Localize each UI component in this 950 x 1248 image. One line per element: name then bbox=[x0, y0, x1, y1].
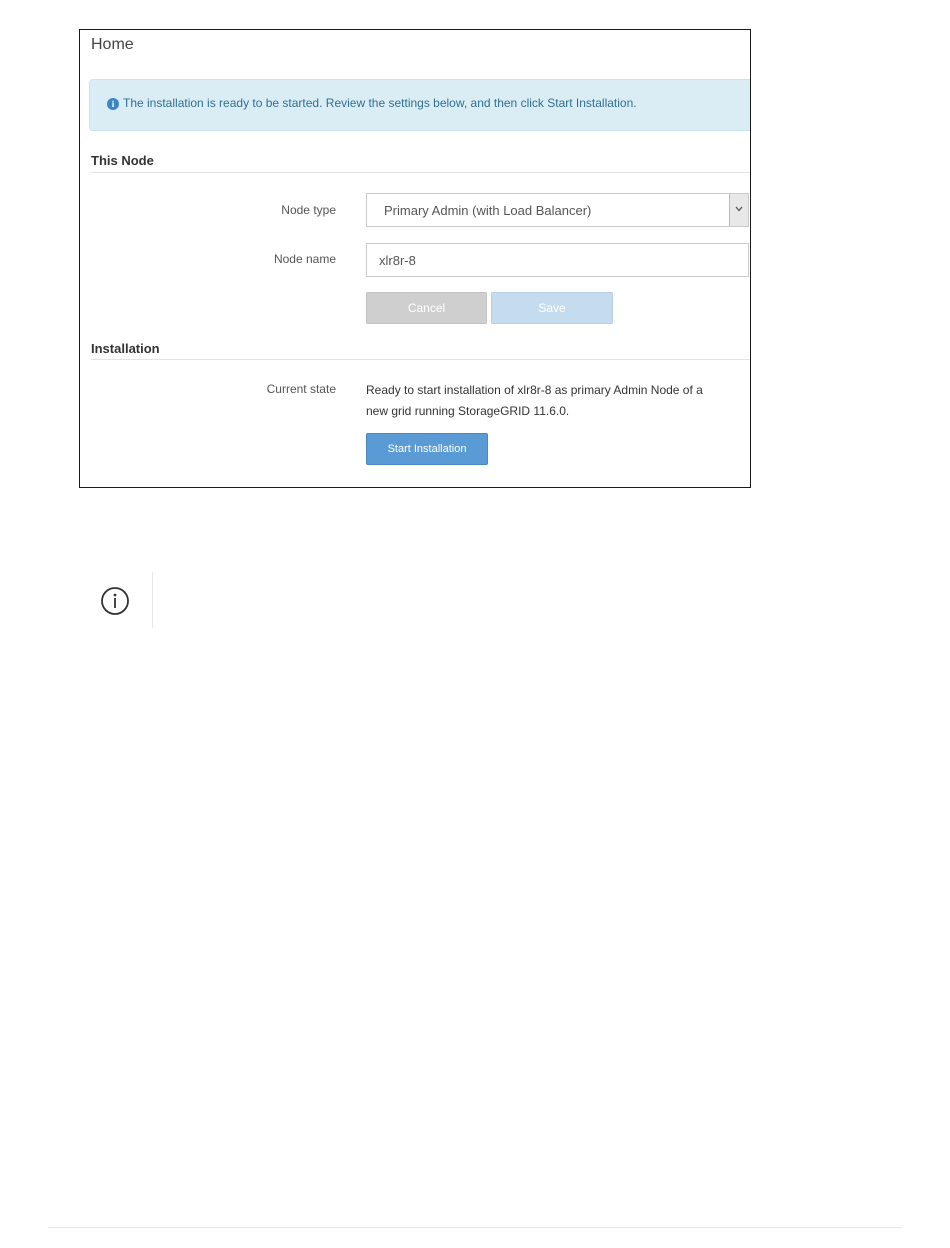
current-state-label: Current state bbox=[266, 382, 336, 396]
installation-heading: Installation bbox=[91, 341, 160, 356]
info-icon: i bbox=[107, 98, 119, 110]
node-name-label: Node name bbox=[273, 252, 336, 266]
node-type-label: Node type bbox=[281, 203, 336, 217]
chevron-down-icon[interactable] bbox=[729, 194, 748, 226]
node-name-input[interactable] bbox=[366, 243, 749, 277]
node-type-selected-value: Primary Admin (with Load Balancer) bbox=[384, 203, 592, 218]
current-state-line: Ready to start installation of xlr8r-8 as primary Admin Node of a bbox=[366, 383, 703, 397]
section-divider bbox=[91, 359, 751, 360]
cancel-button[interactable]: Cancel bbox=[366, 292, 487, 324]
screenshot-frame bbox=[79, 29, 751, 488]
page-title: Home bbox=[91, 36, 134, 53]
start-installation-button[interactable]: Start Installation bbox=[366, 433, 488, 465]
save-button[interactable]: Save bbox=[491, 292, 613, 324]
current-state-text bbox=[366, 380, 746, 422]
section-divider bbox=[91, 172, 751, 173]
node-type-select[interactable] bbox=[366, 193, 749, 227]
alert-message: The installation is ready to be started. Review the settings below, and then click Start Installation. bbox=[123, 96, 637, 110]
note-divider bbox=[152, 572, 153, 628]
info-alert bbox=[89, 79, 751, 131]
info-circle-icon bbox=[100, 586, 130, 616]
this-node-heading: This Node bbox=[91, 153, 154, 168]
footer-divider bbox=[48, 1227, 902, 1228]
current-state-line: new grid running StorageGRID 11.6.0. bbox=[366, 404, 570, 418]
